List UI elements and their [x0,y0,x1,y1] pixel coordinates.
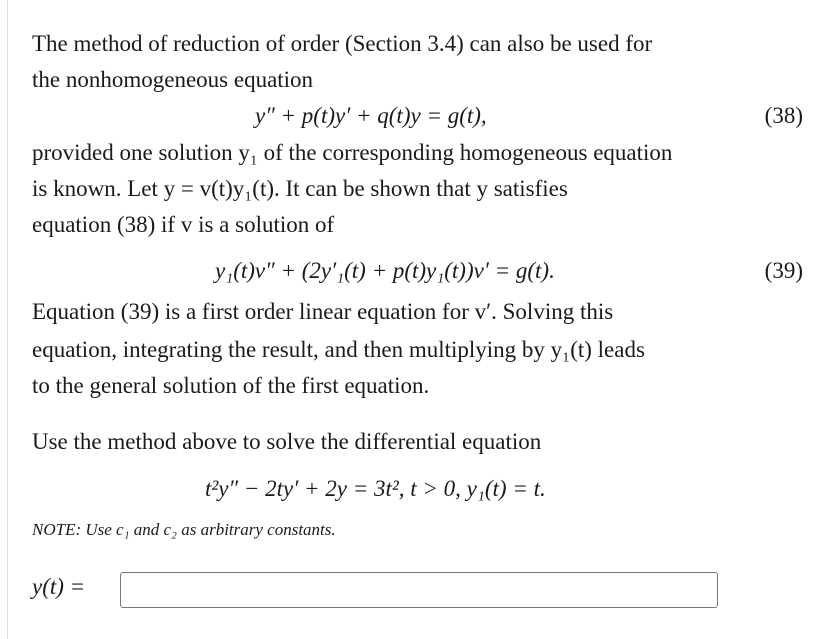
body-text: provided one solution y₁ of the corresponding homogeneous equation [32,140,673,165]
equation-38: y″ + p(t)y′ + q(t)y = g(t), [255,103,487,128]
problem-equation: t²y″ − 2ty′ + 2y = 3t², t > 0, y₁(t) = t. [205,476,546,501]
body-text: is known. Let y = v(t)y₁(t). It can be shown that y satisfies [32,176,568,201]
intro-text: the nonhomogeneous equation [32,67,314,92]
equation-39: y₁(t)v″ + (2y′₁(t) + p(t)y₁(t))v′ = g(t). [215,258,555,283]
body-text: Equation (39) is a first order linear equation for v′. Solving this [32,299,614,324]
body-text: equation (38) if v is a solution of [32,212,335,237]
note-text: NOTE: Use c₁ and c₂ as arbitrary constants. [32,520,336,539]
content-border [7,0,8,639]
body-text: equation, integrating the result, and then multiplying by y₁(t) leads [32,337,645,362]
body-text: to the general solution of the first equation. [32,373,430,398]
answer-label: y(t) = [32,574,86,599]
intro-text: The method of reduction of order (Section 3.4) can also be used for [32,31,653,56]
answer-input[interactable] [120,572,718,608]
task-text: Use the method above to solve the differential equation [32,429,542,454]
equation-number-38: (38) [764,103,803,128]
equation-number-39: (39) [764,258,803,283]
